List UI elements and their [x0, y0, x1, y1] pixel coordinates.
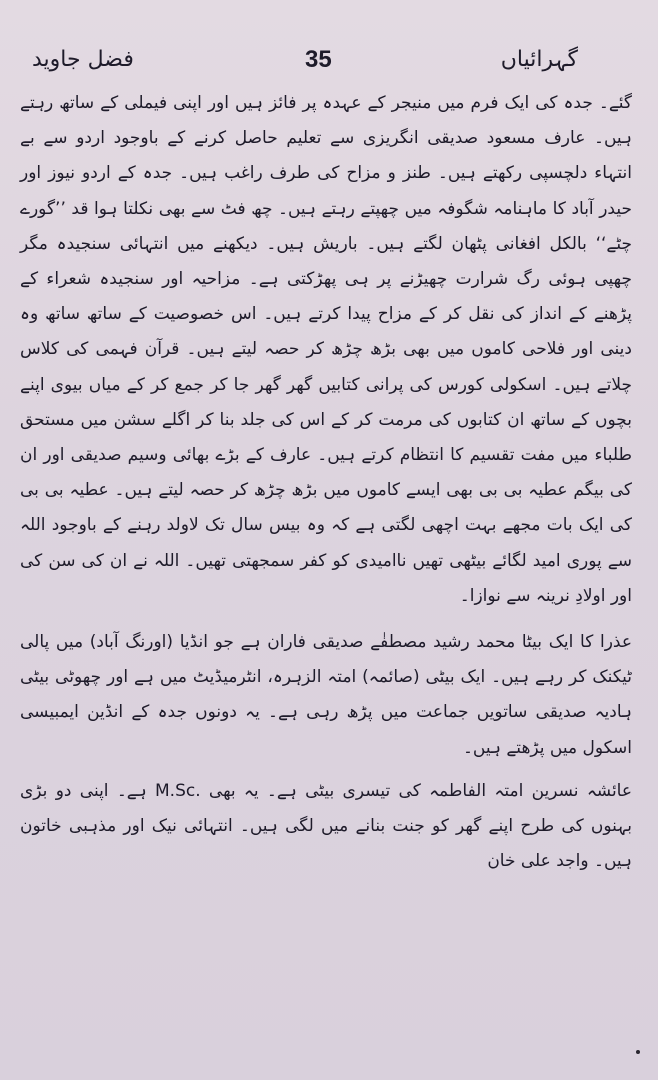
page-number: 35: [305, 46, 332, 73]
paragraph: گئے۔ جدہ کی ایک فرم میں منیجر کے عہدہ پر فائز ہیں اور اپنی فیملی کے ساتھ رہتے ہیں۔ عارف مسعود صدیقی انگریزی سے تعلیم حاصل کرنے کے باوجود اردو سے بے انتہاء دلچسپی رکھتے ہیں۔ طنز و مزاح کی طرف راغب ہیں۔ جدہ کے اردو نیوز اور حیدر آباد کا ماہنامہ شگوفہ میں چھپتے رہتے ہیں۔ چھ فٹ سے بھی نکلتا ہوا قد ’’گورے چٹے‘‘ بالکل افغانی پٹھان لگتے ہیں۔ باریش ہیں۔ دیکھنے میں انتہائی سنجیدہ مگر چھپی ہوئی رگ شرارت چھیڑنے پر ہی پھڑکتی ہے۔ مزاحیہ اور سنجیدہ شعراء کے پڑھنے کے انداز کی نقل کر کے مزاح پیدا کرتے ہیں۔ اس خصوصیت کے ساتھ ساتھ وہ دینی اور فلاحی کاموں میں بھی بڑھ چڑھ کر حصہ لیتے ہیں۔ قرآن فہمی کی کلاس چلاتے ہیں۔ اسکولی کورس کی پرانی کتابیں گھر گھر جا کر جمع کر کے میاں بیوی اپنے بچوں کے ساتھ ان کتابوں کی مرمت کر کے اس کی جلد بنا کر اگلے سشن میں مستحق طلباء میں مفت تقسیم کا انتظام کرتے ہیں۔ عارف کے بڑے بھائی وسیم صدیقی اور ان کی بیگم عطیہ بی بی بھی ایسے کاموں میں بڑھ چڑھ کر حصہ لیتے ہیں۔ عطیہ بی بی کی ایک بات مجھے بہت اچھی لگتی ہے کہ وہ بیس سال تک لاولد رہنے کے باوجود اللہ سے پوری امید لگائے بیٹھی تھیں ناامیدی کو کفر سمجھتی تھیں۔ اللہ نے ان کی سن کی اور اولادِ نرینہ سے نوازا۔: [20, 93, 632, 606]
page-header: [0, 40, 658, 80]
paragraph: عذرا کا ایک بیٹا محمد رشید مصطفٰے صدیقی فاران ہے جو انڈیا (اورنگ آباد) میں پالی ٹیکنک کر رہے ہیں۔ ایک بیٹی (صائمہ) امتہ الزہرہ، انٹرمیڈیٹ میں ہے اور چھوٹی بیٹی ہادیہ صدیقی ساتویں جماعت میں پڑھ رہی ہے۔ یہ دونوں جدہ کے انڈین ایمبیسی اسکول میں پڑھتے ہیں۔: [20, 632, 632, 758]
book-title: گہرائیاں: [500, 47, 578, 72]
page-body: [20, 86, 632, 887]
paragraph: عائشہ نسرین امتہ الفاطمہ کی تیسری بیٹی ہے۔ یہ بھی .M.Sc ہے۔ اپنی دو بڑی بہنوں کی طرح اپنے گھر کو جنت بنانے میں لگی ہیں۔ انتہائی نیک اور مذہبی خاتون ہیں۔ واجد علی خان: [20, 780, 632, 872]
author-name: فضل جاوید: [32, 47, 134, 72]
page-dot: [636, 1050, 640, 1054]
